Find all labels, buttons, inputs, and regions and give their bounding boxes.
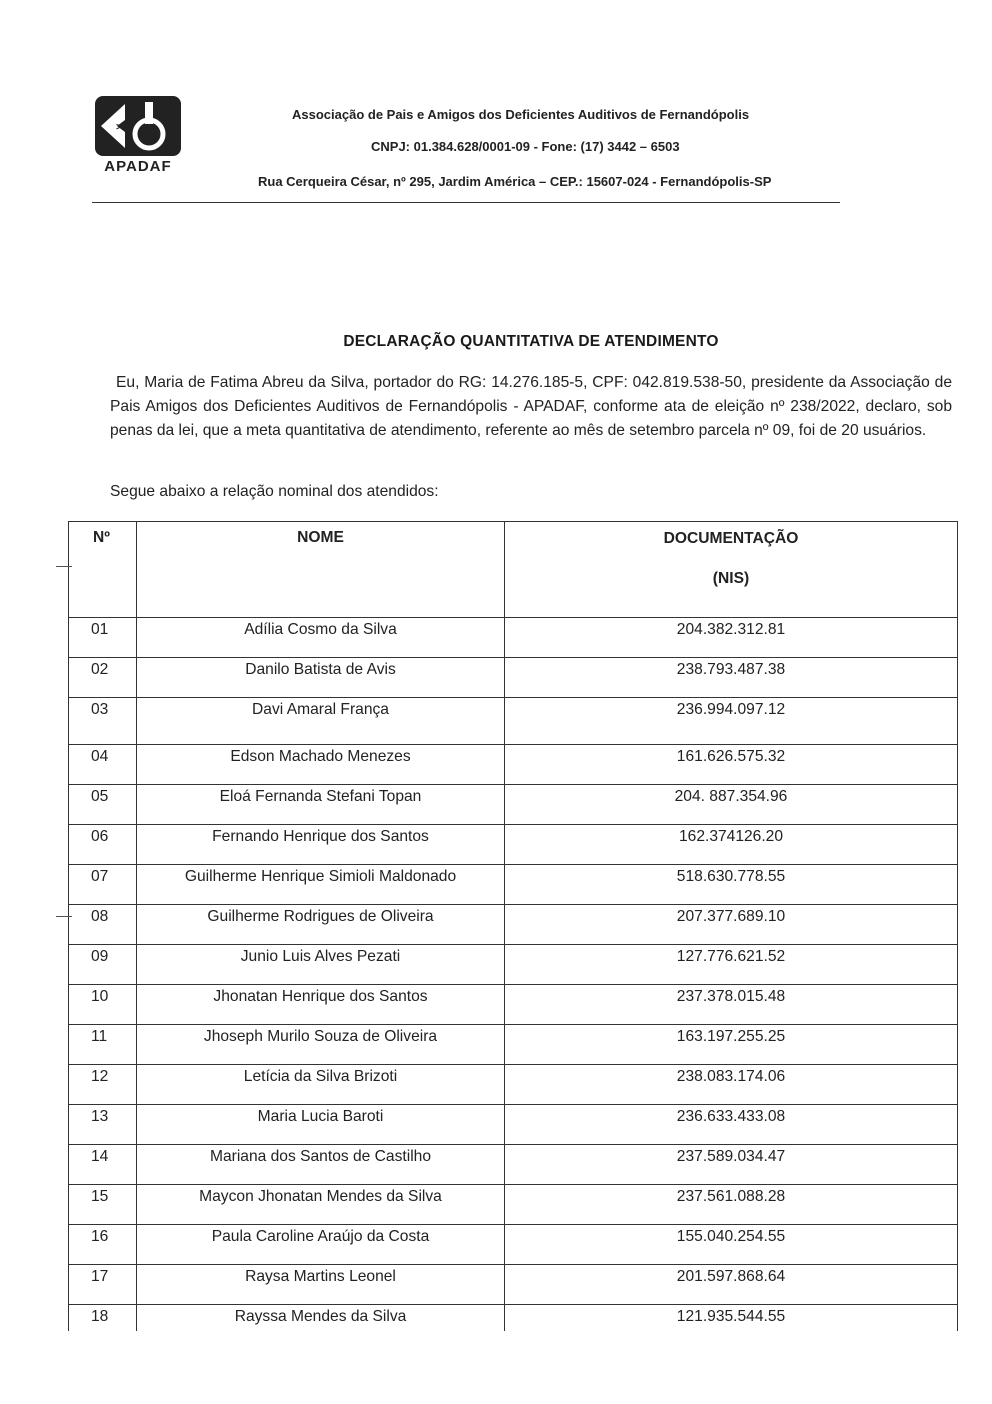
row-nis: 236.994.097.12: [505, 698, 958, 745]
org-address: Rua Cerqueira César, nº 295, Jardim América – CEP.: 15607-024 - Fernandópolis-SP: [258, 174, 772, 189]
row-nome: Raysa Martins Leonel: [137, 1265, 505, 1305]
row-nome: Adília Cosmo da Silva: [137, 618, 505, 658]
row-nome: Paula Caroline Araújo da Costa: [137, 1225, 505, 1265]
row-nome: Jhonatan Henrique dos Santos: [137, 985, 505, 1025]
row-nis: 236.633.433.08: [505, 1105, 958, 1145]
row-nis: 237.561.088.28: [505, 1185, 958, 1225]
table-header-row: [69, 522, 958, 618]
org-contact: CNPJ: 01.384.628/0001-09 - Fone: (17) 3442 – 6503: [371, 139, 680, 154]
row-nis: 161.626.575.32: [505, 745, 958, 785]
table-row: [69, 785, 958, 825]
row-nis: 155.040.254.55: [505, 1225, 958, 1265]
table-row: [69, 1145, 958, 1185]
row-nis: 201.597.868.64: [505, 1265, 958, 1305]
row-nis: 162.374126.20: [505, 825, 958, 865]
row-num: 06: [69, 825, 137, 865]
row-num: 12: [69, 1065, 137, 1105]
row-nis: 127.776.621.52: [505, 945, 958, 985]
table-row: [69, 658, 958, 698]
declaration-paragraph: [110, 371, 952, 443]
table-row: [69, 945, 958, 985]
row-num: 14: [69, 1145, 137, 1185]
row-nome: Jhoseph Murilo Souza de Oliveira: [137, 1025, 505, 1065]
row-nis: 204. 887.354.96: [505, 785, 958, 825]
row-num: 01: [69, 618, 137, 658]
declaration-text: Eu, Maria de Fatima Abreu da Silva, portador do RG: 14.276.185-5, CPF: 042.819.538-50, presidente da Associação de Pais Amigos dos Deficientes Auditivos de Fernandópolis - APADAF, conforme ata de eleição nº 238/2022, declaro, sob penas da lei, que a meta quantitativa de atendimento, referente ao mês de setembro parcela nº 09, foi de 20 usuários.: [110, 374, 952, 439]
list-intro: Segue abaixo a relação nominal dos atendidos:: [110, 483, 439, 500]
row-nome: Danilo Batista de Avis: [137, 658, 505, 698]
header-doc-line1: DOCUMENTAÇÃO: [663, 530, 799, 547]
row-num: 08: [69, 905, 137, 945]
table-row: [69, 1305, 958, 1331]
table-row: [69, 745, 958, 785]
row-num: 04: [69, 745, 137, 785]
row-nome: Junio Luis Alves Pezati: [137, 945, 505, 985]
row-nis: 121.935.544.55: [505, 1305, 958, 1331]
row-num: 18: [69, 1305, 137, 1331]
row-nis: 238.793.487.38: [505, 658, 958, 698]
row-num: 07: [69, 865, 137, 905]
letterhead-divider: [92, 202, 840, 203]
table-row: [69, 985, 958, 1025]
row-nome: Davi Amaral França: [137, 698, 505, 745]
row-num: 11: [69, 1025, 137, 1065]
attendees-table: [68, 521, 958, 1331]
table-row: [69, 1185, 958, 1225]
row-nome: Guilherme Rodrigues de Oliveira: [137, 905, 505, 945]
table-row: [69, 1225, 958, 1265]
table-row: [69, 865, 958, 905]
scan-margin-mark: [56, 566, 72, 567]
row-num: 10: [69, 985, 137, 1025]
header-num: Nº: [69, 522, 137, 618]
table-row: [69, 618, 958, 658]
row-num: 16: [69, 1225, 137, 1265]
row-nome: Fernando Henrique dos Santos: [137, 825, 505, 865]
row-nome: Rayssa Mendes da Silva: [137, 1305, 505, 1331]
row-nis: 518.630.778.55: [505, 865, 958, 905]
row-nome: Letícia da Silva Brizoti: [137, 1065, 505, 1105]
row-nome: Maria Lucia Baroti: [137, 1105, 505, 1145]
org-name: Associação de Pais e Amigos dos Deficientes Auditivos de Fernandópolis: [292, 107, 750, 122]
row-num: 13: [69, 1105, 137, 1145]
apadaf-logo: [92, 96, 184, 180]
table-row: [69, 905, 958, 945]
table-row: [69, 1265, 958, 1305]
logo-emblem: [95, 96, 181, 156]
row-nome: Mariana dos Santos de Castilho: [137, 1145, 505, 1185]
row-num: 03: [69, 698, 137, 745]
scan-margin-mark: [56, 916, 72, 917]
row-nis: 163.197.255.25: [505, 1025, 958, 1065]
table-row: [69, 825, 958, 865]
row-nis: 204.382.312.81: [505, 618, 958, 658]
row-nome: Guilherme Henrique Simioli Maldonado: [137, 865, 505, 905]
header-nome: NOME: [137, 522, 505, 618]
row-nis: 237.378.015.48: [505, 985, 958, 1025]
row-num: 05: [69, 785, 137, 825]
row-nome: Edson Machado Menezes: [137, 745, 505, 785]
row-nis: 237.589.034.47: [505, 1145, 958, 1185]
row-num: 02: [69, 658, 137, 698]
row-nis: 238.083.174.06: [505, 1065, 958, 1105]
table-row: [69, 1065, 958, 1105]
logo-text: APADAF: [104, 158, 172, 175]
header-documentacao: [505, 522, 958, 618]
row-nome: Maycon Jhonatan Mendes da Silva: [137, 1185, 505, 1225]
svg-text:>: >: [116, 122, 122, 133]
row-num: 15: [69, 1185, 137, 1225]
row-nis: 207.377.689.10: [505, 905, 958, 945]
row-num: 17: [69, 1265, 137, 1305]
document-title: DECLARAÇÃO QUANTITATIVA DE ATENDIMENTO: [343, 333, 719, 350]
table-row: [69, 1025, 958, 1065]
row-num: 09: [69, 945, 137, 985]
row-nome: Eloá Fernanda Stefani Topan: [137, 785, 505, 825]
table-row: [69, 1105, 958, 1145]
table-row: [69, 698, 958, 745]
header-doc-line2: (NIS): [712, 570, 750, 587]
